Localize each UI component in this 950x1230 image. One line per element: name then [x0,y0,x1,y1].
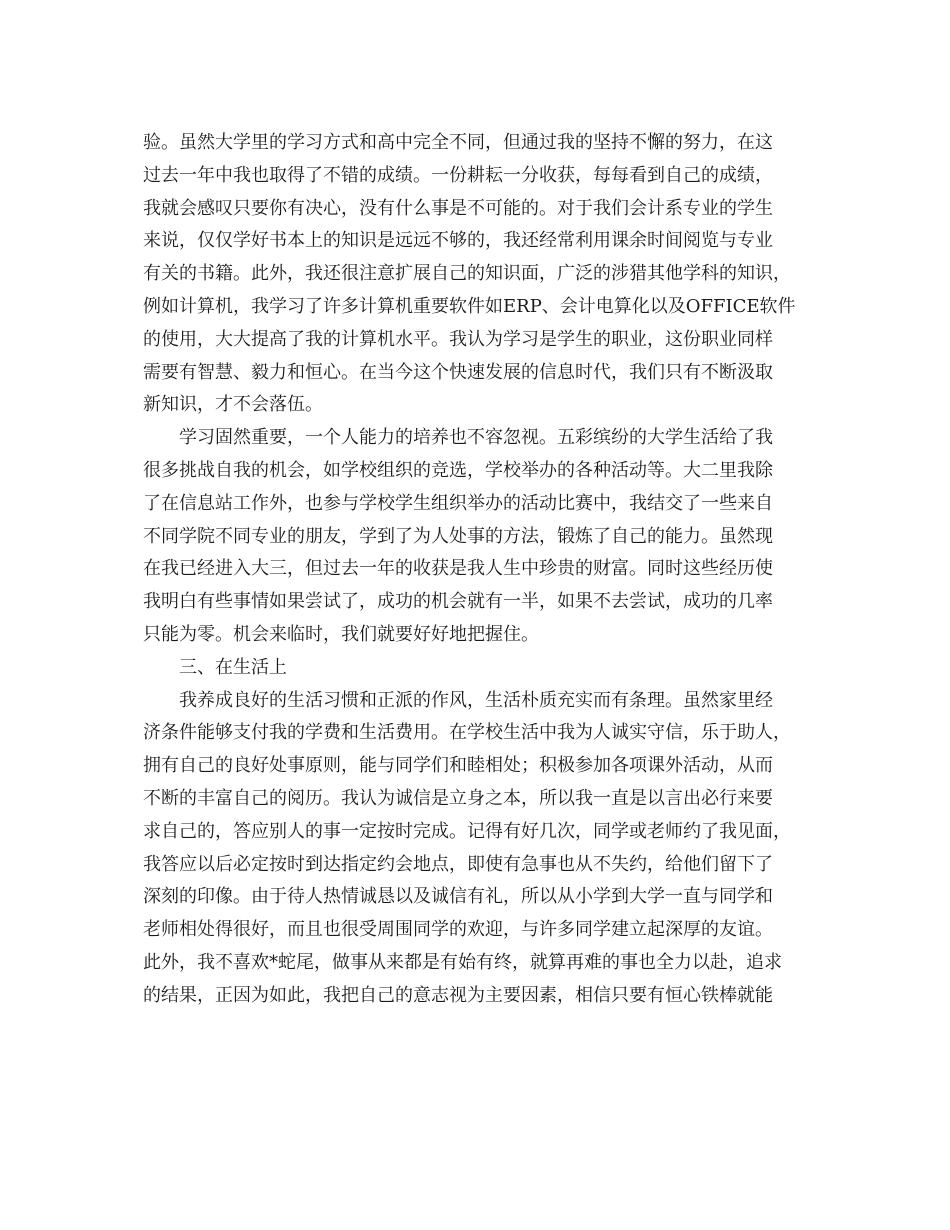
text-line: 老师相处得很好，而且也很受周围同学的欢迎，与许多同学建立起深厚的友谊。 [143,919,773,941]
paragraph-start-line: 学习固然重要，一个人能力的培养也不容忽视。五彩缤纷的大学生活给了我 [179,427,773,449]
text-line: 的使用，大大提高了我的计算机水平。我认为学习是学生的职业，这份职业同样 [143,328,773,350]
text-line: 此外，我不喜欢*蛇尾，做事从来都是有始有终，就算再难的事也全力以赴，追求 [143,951,782,973]
text-line: 拥有自己的良好处事原则，能与同学们和睦相处；积极参加各项课外活动，从而 [143,755,773,777]
text-line: 求自己的，答应别人的事一定按时完成。记得有好几次，同学或老师约了我见面， [143,820,791,842]
text-line: 在我已经进入大三，但过去一年的收获是我人生中珍贵的财富。同时这些经历使 [143,558,773,580]
text-line: 我明白有些事情如果尝试了，成功的机会就有一半，如果不去尝试，成功的几率 [143,591,773,613]
section-heading: 三、在生活上 [179,656,287,678]
text-line: 新知识，才不会落伍。 [143,394,323,416]
text-line: 济条件能够支付我的学费和生活费用。在学校生活中我为人诚实守信，乐于助人， [143,722,791,744]
text-line: 例如计算机，我学习了许多计算机重要软件如ERP、会计电算化以及OFFICE软件 [143,295,796,317]
text-line: 有关的书籍。此外，我还很注意扩展自己的知识面，广泛的涉猎其他学科的知识， [143,263,791,285]
text-line: 了在信息站工作外，也参与学校学生组织举办的活动比赛中，我结交了一些来自 [143,492,773,514]
text-line: 的结果，正因为如此，我把自己的意志视为主要因素，相信只要有恒心铁棒就能 [143,984,773,1006]
text-line: 过去一年中我也取得了不错的成绩。一份耕耘一分收获，每每看到自己的成绩， [143,164,773,186]
text-line: 深刻的印像。由于待人热情诚恳以及诚信有礼，所以从小学到大学一直与同学和 [143,886,773,908]
text-line: 需要有智慧、毅力和恒心。在当今这个快速发展的信息时代，我们只有不断汲取 [143,361,773,383]
paragraph-start-line: 我养成良好的生活习惯和正派的作风，生活朴质充实而有条理。虽然家里经 [179,689,773,711]
text-line: 我答应以后必定按时到达指定约会地点，即使有急事也从不失约，给他们留下了 [143,853,773,875]
text-line: 不断的丰富自己的阅历。我认为诚信是立身之本，所以我一直是以言出必行来要 [143,787,773,809]
text-line: 验。虽然大学里的学习方式和高中完全不同，但通过我的坚持不懈的努力，在这 [143,132,773,153]
text-line: 不同学院不同专业的朋友，学到了为人处事的方法，锻炼了自己的能力。虽然现 [143,525,773,547]
text-line: 我就会感叹只要你有决心，没有什么事是不可能的。对于我们会计系专业的学生 [143,197,773,219]
text-line: 只能为零。机会来临时，我们就要好好地把握住。 [143,623,539,645]
document-body [143,127,803,1013]
text-line: 来说，仅仅学好书本上的知识是远远不够的，我还经常利用课余时间阅览与专业 [143,230,773,252]
text-line: 很多挑战自我的机会，如学校组织的竞选，学校举办的各种活动等。大二里我除 [143,459,773,481]
